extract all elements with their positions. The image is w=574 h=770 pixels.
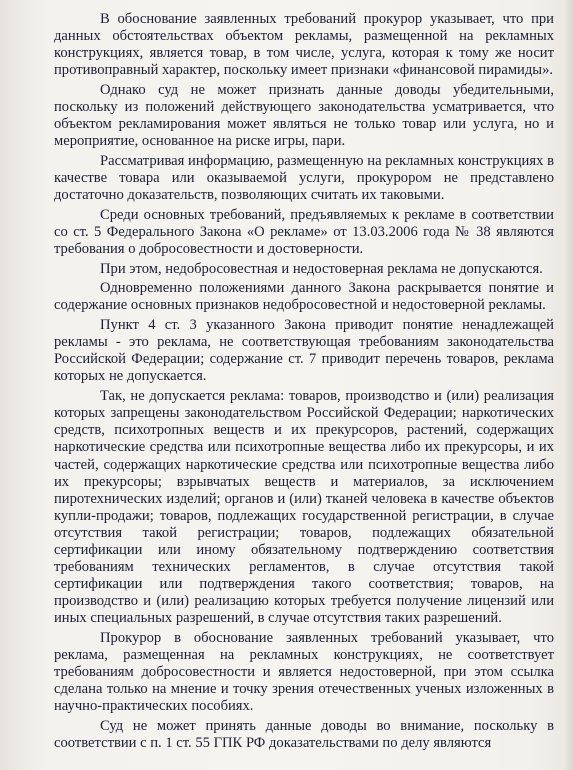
- paragraph-7: Пункт 4 ст. 3 указанного Закона приводит понятие ненадлежащей рекламы - это реклама, не соответствующая требованиям законодательства Российской Федерации; содержание ст. 7 приводит перечень товаров, реклама которых не допускается.: [54, 317, 554, 385]
- page-edge-shadow: [564, 0, 574, 770]
- paragraph-3: Рассматривая информацию, размещенную на рекламных конструкциях в качестве товара или оказываемой услуги, прокурором не представлено достаточно доказательств, позволяющих считать их таковыми.: [54, 152, 554, 204]
- paragraph-6: Одновременно положениями данного Закона раскрывается понятие и содержание основных признаков недобросовестной и недостоверной рекламы.: [54, 280, 554, 314]
- paragraph-2: Однако суд не может признать данные доводы убедительными, поскольку из положений действующего законодательства усматривается, что объектом рекламирования может являться не только товар или услуга, но и мероприятие, основанное на риске игры, пари.: [54, 81, 554, 150]
- document-body: [54, 11, 554, 755]
- paragraph-4: Среди основных требований, предъявляемых к рекламе в соответствии со ст. 5 Федерального Закона «О рекламе» от 13.03.2006 года № 38 являются требования о добросовестности и достоверности.: [54, 206, 554, 257]
- paragraph-1: В обоснование заявленных требований прокурор указывает, что при данных обстоятельствах объектом рекламы, размещенной на рекламных конструкциях, является товар, в том числе, услуга, которая к тому же носит противоправный характер, поскольку имеет признаки «финансовой пирамиды».: [54, 11, 554, 79]
- paragraph-5: При этом, недобросовестная и недостоверная реклама не допускаются.: [100, 260, 543, 277]
- paragraph-8: Так, не допускается реклама: товаров, производство и (или) реализация которых запрещены законодательством Российской Федерации; наркотических средств, психотропных веществ и их прекурсоров, растений, содержащих наркотические средства или психотропные вещества либо их прекурсоры, и их частей, содержащих наркотические средства или психотропные вещества либо их прекурсоры; взрывчатых веществ и материалов, за исключением пиротехнических изделий; органов и (или) тканей человека в качестве объектов купли-продажи; товаров, подлежащих государственной регистрации, в случае отсутствия такой регистрации; товаров, подлежащих обязательной сертификации или иному обязательному подтверждению соответствия требованиям технических регламентов, в случае отсутствия такой сертификации или подтверждения такого соответствия; товаров, на производство и (или) реализацию которых требуется получение лицензий или иных специальных разрешений, в случае отсутствия таких разрешений.: [54, 388, 554, 627]
- paragraph-9: Прокурор в обоснование заявленных требований указывает, что реклама, размещенная на рекламных конструкциях, не соответствует требованиям добросовестности и является недостоверной, при этом ссылка сделана только на мнение и точку зрения отечественных ученых изложенных в научно-практических пособиях.: [54, 630, 554, 715]
- paragraph-10: Суд не может принять данные доводы во внимание, поскольку в соответствии с п. 1 ст. 55 ГПК РФ доказательствами по делу являются: [54, 718, 554, 752]
